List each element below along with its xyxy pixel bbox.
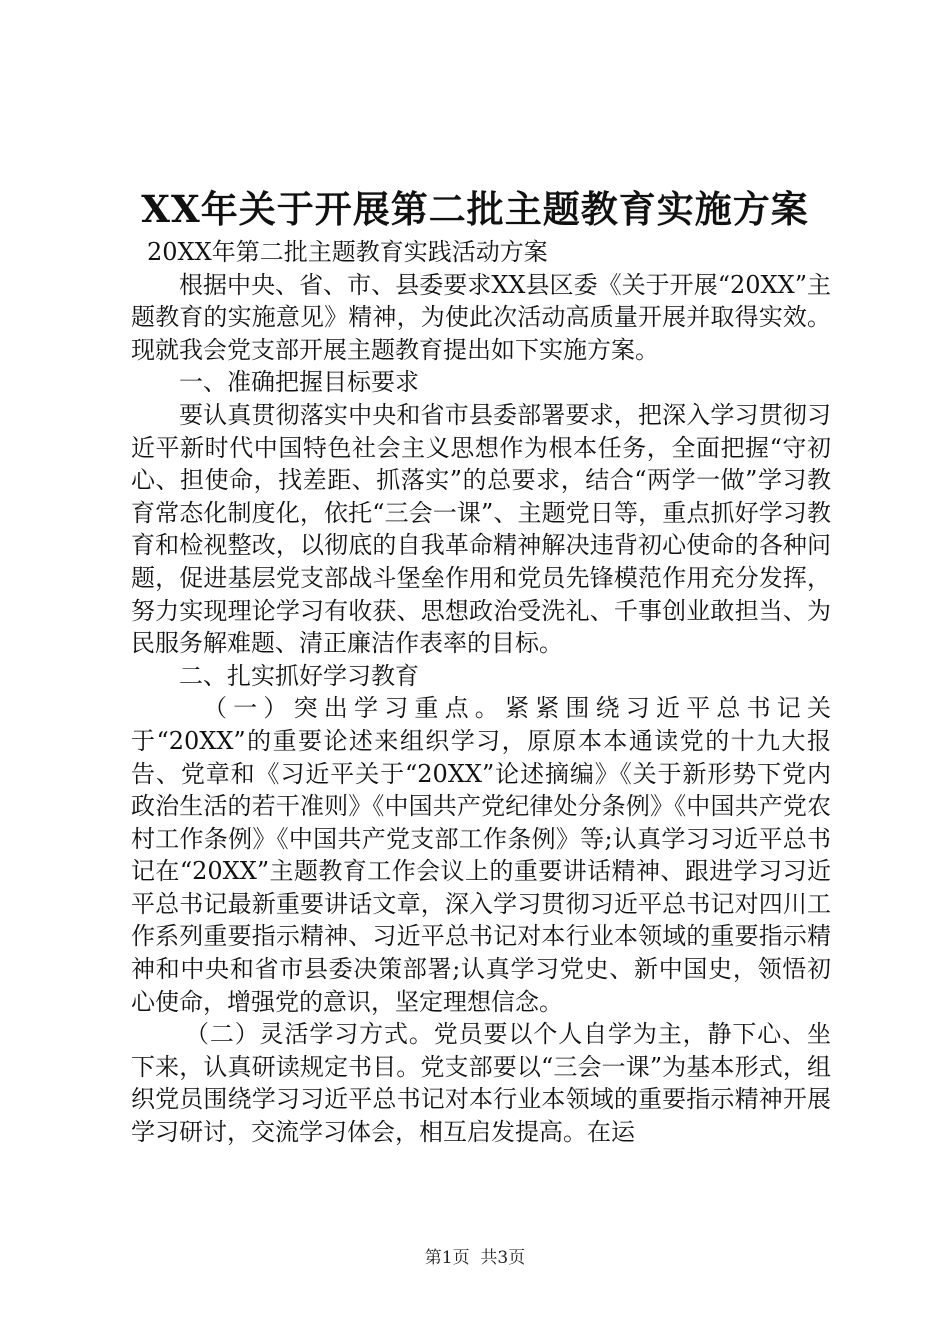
page-total: 共3页 <box>480 1248 526 1268</box>
section-2-item-1-paragraph: （一）突出学习重点。紧紧围绕习近平总书记关于“20XX”的重要论述来组织学习，原原本本通读党的十九大报告、党章和《习近平关于“20XX”论述摘编》《关于新形势下党内政治生活的若干准则》《中国共产党纪律处分条例》《中国共产党农村工作条例》《中国共产党支部工作条例》等;认真学习习近平总书记在“20XX”主题教育工作会议上的重要讲话精神、跟进学习习近平总书记最新重要讲话文章，深入学习贯彻习近平总书记对四川工作系列重要指示精神、习近平总书记对本行业本领域的重要指示精神和中央和省市县委决策部署;认真学习党史、新中国史，领悟初心使命，增强党的意识，坚定理想信念。 <box>131 694 831 1016</box>
document-body <box>131 236 831 1149</box>
document-subtitle: 20XX年第二批主题教育实践活动方案 <box>147 238 548 266</box>
section-heading-2: 二、扎实抓好学习教育 <box>179 661 419 690</box>
page-number: 第1页 <box>424 1248 470 1268</box>
intro-paragraph: 根据中央、省、市、县委要求XX县区委《关于开展“20XX”主题教育的实施意见》精神，为使此次活动高质量开展并取得实效。现就我会党支部开展主题教育提出如下实施方案。 <box>131 270 831 364</box>
document-title: XX年关于开展第二批主题教育实施方案 <box>141 187 809 231</box>
section-1-paragraph: 要认真贯彻落实中央和省市县委部署要求，把深入学习贯彻习近平新时代中国特色社会主义思想作为根本任务，全面把握“守初心、担使命，找差距、抓落实”的总要求，结合“两学一做”学习教育常态化制度化，依托“三会一课”、主题党日等，重点抓好学习教育和检视整改，以彻底的自我革命精神解决违背初心使命的各种问题，促进基层党支部战斗堡垒作用和党员先锋模范作用充分发挥，努力实现理论学习有收获、思想政治受洗礼、千事创业敢担当、为民服务解难题、清正廉洁作表率的目标。 <box>131 400 831 658</box>
section-2-item-2-paragraph: （二）灵活学习方式。党员要以个人自学为主，静下心、坐下来，认真研读规定书目。党支部要以“三会一课”为基本形式，组织党员围绕学习习近平总书记对本行业本领域的重要指示精神开展学习研讨，交流学习体会，相互启发提高。在运 <box>131 1020 831 1147</box>
page-footer <box>0 1246 950 1270</box>
section-heading-1: 一、准确把握目标要求 <box>179 368 419 397</box>
